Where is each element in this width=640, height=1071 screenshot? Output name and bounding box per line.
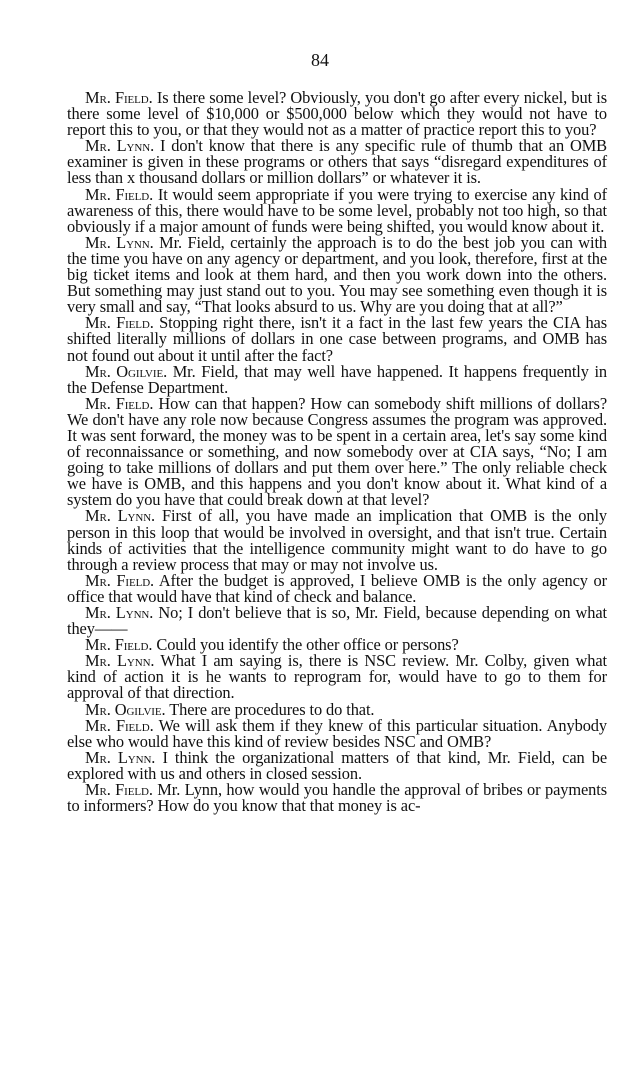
page-number: 84 (311, 50, 329, 70)
paragraph-text: Stopping right there, isn't it a fact in the last few years the CIA has shifted literally millions of dollars in one case between programs, and OMB has not found out about it until after the fact? (67, 313, 607, 365)
speaker-name: Mr. Lynn. (85, 506, 156, 526)
speaker-name: Mr. Field. (85, 635, 153, 655)
paragraph-text: After the budget is approved, I believe OMB is the only agency or office that would have that kind of check and balance. (67, 570, 607, 606)
speaker-name: Mr. Field. (85, 313, 154, 333)
paragraph-text: No; I don't believe that is so, Mr. Field, because depending on what they—— (67, 603, 607, 639)
paragraph-text: I think the organizational matters of that kind, Mr. Field, can be explored with us and others in closed session. (67, 747, 607, 783)
speaker-name: Mr. Lynn. (85, 136, 155, 156)
speaker-name: Mr. Field. (85, 393, 154, 413)
transcript-paragraph (67, 747, 607, 783)
paragraph-text: Mr. Field, certainly the approach is to do the best job you can with the time you have on any agency or department, and you look, therefore, first at the big ticket items and look at them hard, and then you work down into the others. But something may just stand out to you. You may see something even though it is very small and say, “That looks absurd to us. Why are you doing that at all?” (67, 232, 607, 317)
paragraph-text: How can that happen? How can somebody shift millions of dollars? We don't have any role now because Congress assumes the program was approved. It was sent forward, the money was to be spent in a certain area, let's say some kind of reconnaissance or something, and now somebody over at CIA says, “No; I am going to take millions of dollars and put them over here.” The only reliable check we have is OMB, and this happens and you don't know about it. What kind of a system do you have that could break down at that level? (67, 393, 608, 510)
speaker-name: Mr. Lynn. (85, 232, 154, 252)
transcript-paragraph (67, 232, 607, 317)
paragraph-text: Mr. Field, that may well have happened. It happens frequently in the Defense Department. (67, 361, 608, 397)
transcript-paragraph (67, 315, 607, 363)
speaker-name: Mr. Lynn. (85, 603, 154, 622)
transcript-paragraph (67, 508, 607, 572)
speaker-name: Mr. Field. (85, 780, 153, 800)
transcript-body (67, 90, 607, 814)
paragraph-text: I don't know that there is any specific rule of thumb that an OMB examiner is given in these programs or others that says “disregard expenditures of less than x thousand dollars or million dollars” or whatever it is. (67, 136, 608, 188)
speaker-name: Mr. Field. (85, 715, 154, 735)
paragraph-text: Could you identify the other office or persons? (156, 635, 459, 655)
speaker-name: Mr. Lynn. (85, 651, 155, 671)
paragraph-text: First of all, you have made an implication that OMB is the only person in this loop that would be involved in oversight, and that isn't true. Certain kinds of activities that the intelligence community might want to do have to go through a review process that may or may not involve us. (67, 506, 608, 574)
transcript-paragraph (67, 570, 607, 606)
transcript-paragraph (67, 653, 607, 701)
transcript-paragraph (67, 605, 607, 637)
paragraph-text: It would seem appropriate if you were trying to exercise any kind of awareness of this, there would have to be some level, probably not too high, so that obviously if a major amount of funds were being shifted, you would know about it. (67, 184, 607, 236)
speaker-name: Mr. Ogilvie. (85, 699, 166, 719)
paragraph-text: What I am saying is, there is NSC review. Mr. Colby, given what kind of action it is he wants to reprogram for, would have to go to them for approval of that direction. (67, 651, 608, 703)
paragraph-text: Mr. Lynn, how would you handle the approval of bribes or payments to informers? How do you know that that money is ac- (67, 780, 607, 816)
transcript-paragraph (67, 782, 607, 814)
transcript-paragraph (67, 361, 608, 397)
transcript-paragraph (67, 393, 608, 510)
speaker-name: Mr. Lynn. (85, 747, 156, 767)
transcript-paragraph (67, 715, 607, 751)
speaker-name: Mr. Field. (85, 88, 153, 107)
transcript-paragraph (67, 90, 607, 138)
speaker-name: Mr. Ogilvie. (85, 361, 168, 381)
speaker-name: Mr. Field. (85, 184, 154, 204)
transcript-paragraph (67, 184, 607, 236)
paragraph-text: We will ask them if they knew of this particular situation. Anybody else who would have this kind of review besides NSC and OMB? (67, 715, 607, 751)
transcript-paragraph (67, 138, 607, 186)
paragraph-text: There are procedures to do that. (169, 699, 375, 719)
speaker-name: Mr. Field. (85, 570, 155, 590)
paragraph-text: Is there some level? Obviously, you don't go after every nickel, but is there some level of $10,000 or $500,000 below which they would not have to report this to you, or that they would not as a matter of practice report this to you? (67, 88, 607, 140)
